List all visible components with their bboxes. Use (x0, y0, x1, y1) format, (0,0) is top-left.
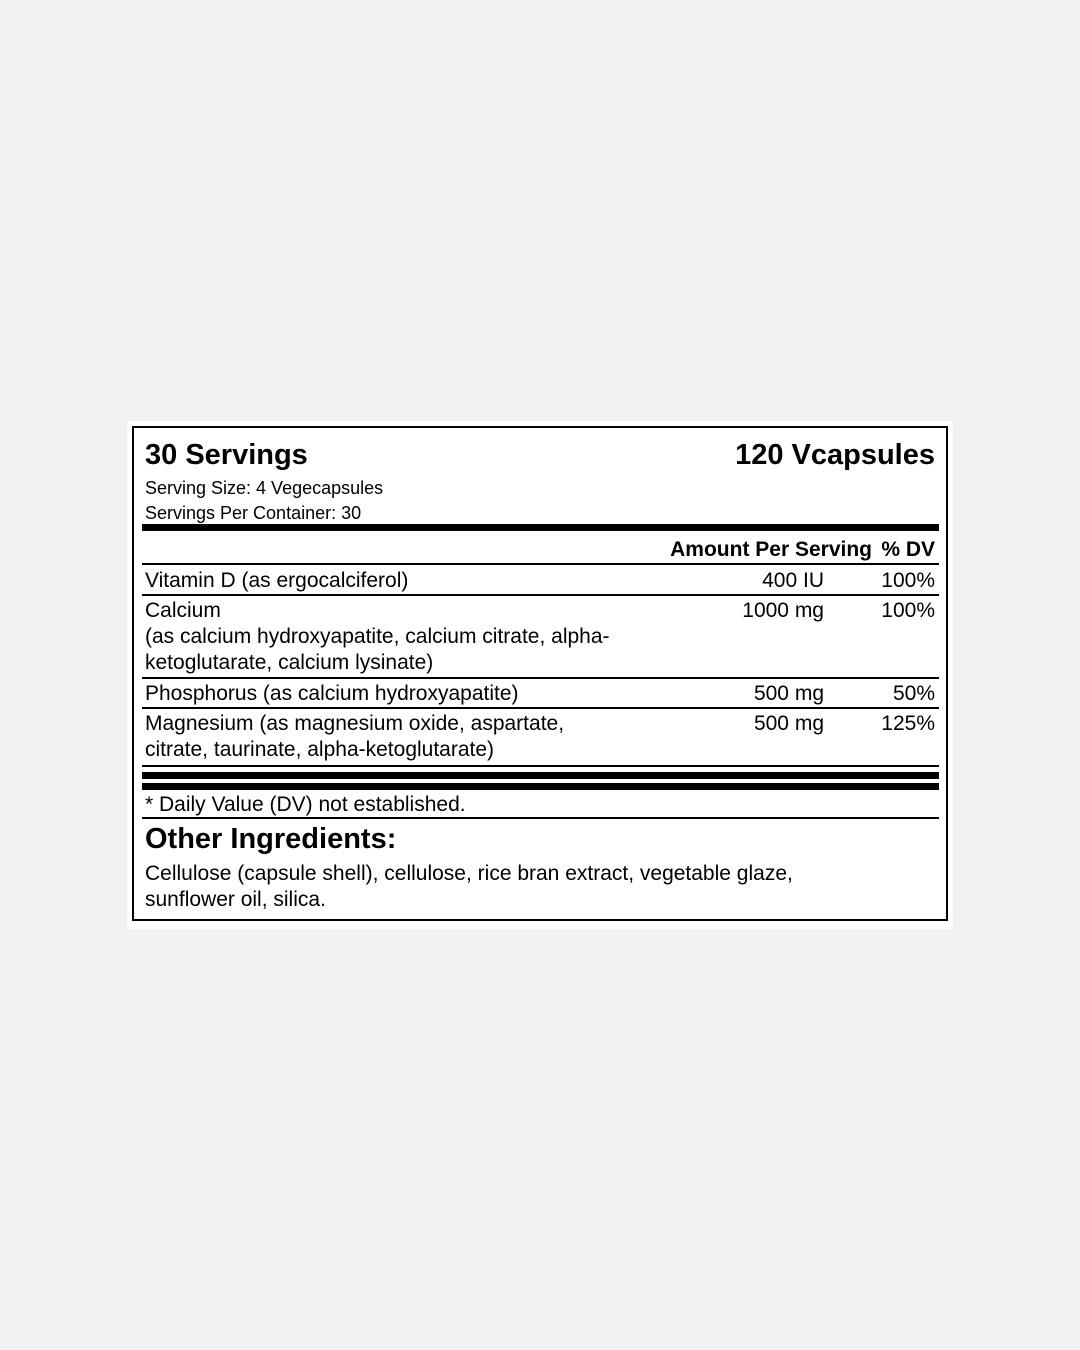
other-ingredients-text: sunflower oil, silica. (145, 888, 326, 911)
capsules-title: 120 Vcapsules (735, 439, 935, 471)
supplement-facts-label (132, 426, 948, 921)
nutrient-detail: ketoglutarate, calcium lysinate) (145, 651, 434, 674)
nutrient-name: Vitamin D (as ergocalciferol) (145, 569, 409, 592)
other-ingredients-text: Cellulose (capsule shell), cellulose, rice bran extract, vegetable glaze, (145, 862, 793, 885)
thick-divider-bottom (142, 783, 939, 790)
divider-header (142, 563, 939, 565)
nutrient-name: Magnesium (as magnesium oxide, aspartate, (145, 712, 565, 735)
nutrient-detail: citrate, taurinate, alpha-ketoglutarate) (145, 738, 495, 761)
amount-per-serving-header: Amount Per Serving (670, 538, 872, 561)
nutrient-amount: 500 mg (753, 712, 824, 735)
daily-value-footnote: * Daily Value (DV) not established. (145, 793, 466, 816)
thick-divider-mid (142, 772, 939, 779)
dv-header: % DV (881, 538, 935, 561)
serving-size: Serving Size: 4 Vegecapsules (145, 478, 384, 498)
nutrient-detail: (as calcium hydroxyapatite, calcium citrate, alpha- (145, 625, 610, 648)
nutrient-dv: 50% (892, 682, 935, 705)
nutrient-amount: 1000 mg (742, 599, 824, 622)
row-divider (142, 707, 939, 709)
divider-footnote (142, 817, 939, 819)
nutrient-dv: 125% (881, 712, 935, 735)
row-divider (142, 677, 939, 679)
nutrient-name: Calcium (145, 599, 221, 622)
nutrient-dv: 100% (881, 599, 935, 622)
nutrient-amount: 500 mg (753, 682, 824, 705)
nutrient-name: Phosphorus (as calcium hydroxyapatite) (145, 682, 519, 705)
row-divider (142, 594, 939, 596)
thick-divider-top (142, 524, 939, 531)
servings-title: 30 Servings (145, 439, 308, 471)
divider-thin (142, 765, 939, 767)
nutrient-dv: 100% (881, 569, 935, 592)
nutrient-amount: 400 IU (762, 569, 824, 592)
other-ingredients-title: Other Ingredients: (145, 823, 397, 855)
servings-per-container: Servings Per Container: 30 (145, 503, 362, 523)
